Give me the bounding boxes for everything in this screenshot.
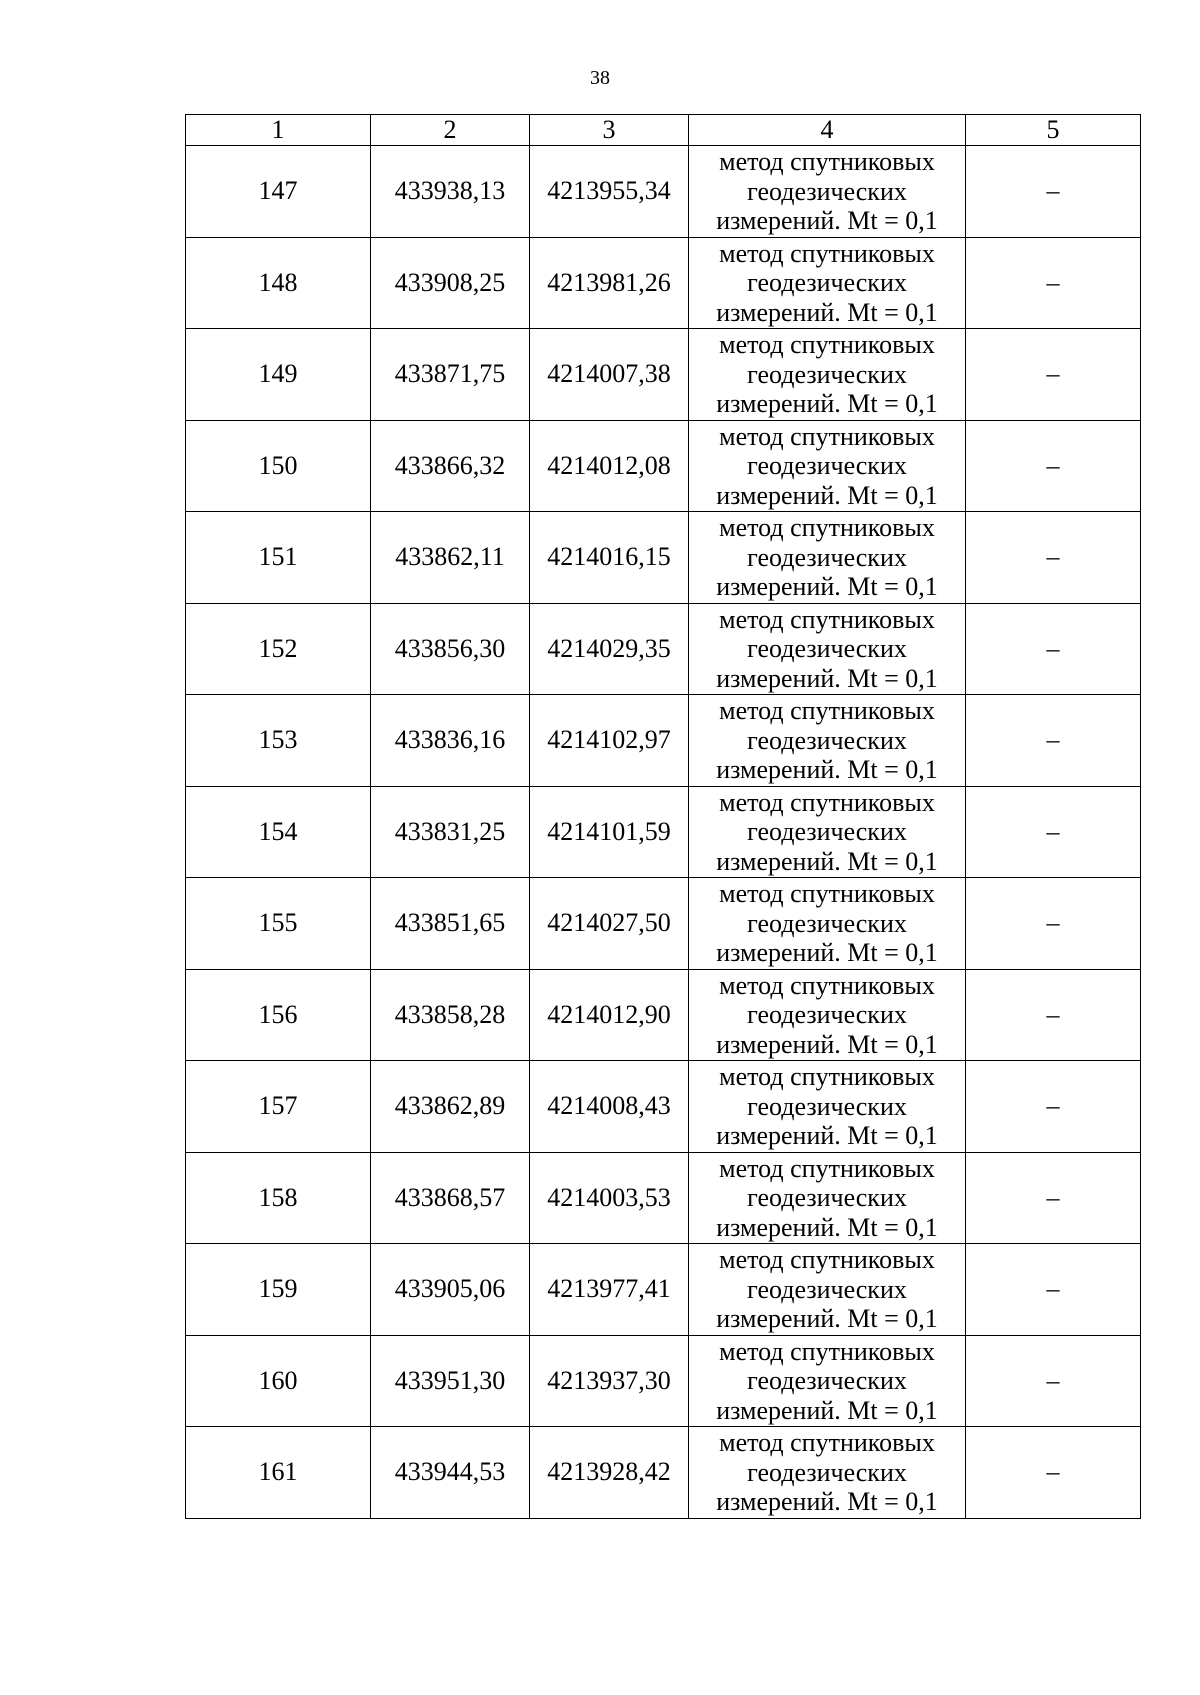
- coordinate-x: 433862,11: [371, 512, 530, 604]
- note-cell: –: [966, 512, 1141, 604]
- method-line: метод спутниковых: [719, 1336, 935, 1366]
- table-row: [186, 1335, 1141, 1427]
- method-line: геодезических: [747, 451, 907, 480]
- method-line: измерений. Mt = 0,1: [716, 572, 938, 601]
- coordinate-x: 433944,53: [371, 1427, 530, 1519]
- table-body: [186, 146, 1141, 1519]
- note-cell: –: [966, 786, 1141, 878]
- coordinate-x: 433938,13: [371, 146, 530, 238]
- point-number: 147: [186, 146, 371, 238]
- coordinate-x: 433831,25: [371, 786, 530, 878]
- table-row: [186, 237, 1141, 329]
- coordinate-x: 433836,16: [371, 695, 530, 787]
- coordinate-x: 433856,30: [371, 603, 530, 695]
- point-number: 149: [186, 329, 371, 421]
- table-row: [186, 878, 1141, 970]
- method-line: метод спутниковых: [719, 604, 935, 634]
- coordinate-x: 433871,75: [371, 329, 530, 421]
- coordinate-y: 4214027,50: [530, 878, 689, 970]
- point-number: 154: [186, 786, 371, 878]
- method-line: метод спутниковых: [719, 238, 935, 268]
- method-line: геодезических: [747, 176, 907, 206]
- point-number: 159: [186, 1244, 371, 1336]
- method-line: метод спутниковых: [719, 421, 935, 451]
- method-cell: [689, 786, 966, 878]
- method-line: метод спутниковых: [719, 147, 935, 176]
- column-header-4: 4: [689, 115, 966, 146]
- note-cell: –: [966, 1152, 1141, 1244]
- method-line: измерений. Mt = 0,1: [716, 938, 938, 967]
- method-line: измерений. Mt = 0,1: [716, 1029, 938, 1059]
- coordinate-x: 433868,57: [371, 1152, 530, 1244]
- table-row: [186, 603, 1141, 695]
- method-line: измерений. Mt = 0,1: [716, 1304, 938, 1333]
- note-cell: –: [966, 146, 1141, 238]
- method-line: метод спутниковых: [719, 879, 935, 908]
- method-cell: [689, 1152, 966, 1244]
- method-cell: [689, 329, 966, 421]
- coordinate-y: 4214008,43: [530, 1061, 689, 1153]
- note-cell: –: [966, 695, 1141, 787]
- coordinate-y: 4213977,41: [530, 1244, 689, 1336]
- method-line: геодезических: [747, 268, 907, 297]
- method-line: измерений. Mt = 0,1: [716, 1121, 938, 1150]
- method-cell: [689, 237, 966, 329]
- method-cell: [689, 969, 966, 1061]
- point-number: 153: [186, 695, 371, 787]
- note-cell: –: [966, 1244, 1141, 1336]
- method-line: измерений. Mt = 0,1: [716, 755, 938, 784]
- point-number: 156: [186, 969, 371, 1061]
- coordinate-y: 4214012,90: [530, 969, 689, 1061]
- method-line: измерений. Mt = 0,1: [716, 1487, 938, 1516]
- point-number: 152: [186, 603, 371, 695]
- note-cell: –: [966, 1335, 1141, 1427]
- coordinate-y: 4214003,53: [530, 1152, 689, 1244]
- note-cell: –: [966, 1061, 1141, 1153]
- coordinate-x: 433908,25: [371, 237, 530, 329]
- point-number: 161: [186, 1427, 371, 1519]
- method-line: измерений. Mt = 0,1: [716, 1395, 938, 1425]
- method-line: геодезических: [747, 817, 907, 846]
- coordinate-y: 4213955,34: [530, 146, 689, 238]
- method-line: геодезических: [747, 1000, 907, 1029]
- table-row: [186, 786, 1141, 878]
- method-cell: [689, 512, 966, 604]
- method-line: метод спутниковых: [719, 696, 935, 725]
- method-line: геодезических: [747, 359, 907, 389]
- note-cell: –: [966, 329, 1141, 421]
- column-header-5: 5: [966, 115, 1141, 146]
- method-cell: [689, 878, 966, 970]
- header-row: [186, 115, 1141, 146]
- table-row: [186, 1061, 1141, 1153]
- table-row: [186, 1152, 1141, 1244]
- method-line: геодезических: [747, 1274, 907, 1304]
- method-line: измерений. Mt = 0,1: [716, 297, 938, 327]
- coordinate-y: 4214101,59: [530, 786, 689, 878]
- table-row: [186, 146, 1141, 238]
- method-line: геодезических: [747, 908, 907, 938]
- coordinate-x: 433951,30: [371, 1335, 530, 1427]
- method-line: геодезических: [747, 1183, 907, 1212]
- method-line: метод спутниковых: [719, 1245, 935, 1274]
- table-row: [186, 329, 1141, 421]
- point-number: 160: [186, 1335, 371, 1427]
- table-row: [186, 512, 1141, 604]
- column-header-3: 3: [530, 115, 689, 146]
- coordinate-y: 4214007,38: [530, 329, 689, 421]
- method-cell: [689, 1335, 966, 1427]
- method-cell: [689, 1061, 966, 1153]
- method-line: измерений. Mt = 0,1: [716, 206, 938, 235]
- method-cell: [689, 1427, 966, 1519]
- column-header-1: 1: [186, 115, 371, 146]
- note-cell: –: [966, 420, 1141, 512]
- method-line: метод спутниковых: [719, 1153, 935, 1183]
- method-line: метод спутниковых: [719, 330, 935, 359]
- coordinate-y: 4213981,26: [530, 237, 689, 329]
- table-row: [186, 1244, 1141, 1336]
- method-line: метод спутниковых: [719, 1428, 935, 1457]
- point-number: 148: [186, 237, 371, 329]
- method-cell: [689, 603, 966, 695]
- page-number: 38: [590, 67, 610, 89]
- coordinate-y: 4214102,97: [530, 695, 689, 787]
- point-number: 155: [186, 878, 371, 970]
- note-cell: –: [966, 237, 1141, 329]
- method-cell: [689, 420, 966, 512]
- table-row: [186, 695, 1141, 787]
- coordinate-y: 4213928,42: [530, 1427, 689, 1519]
- coordinates-table: [185, 114, 1141, 1519]
- coordinate-y: 4214012,08: [530, 420, 689, 512]
- table-row: [186, 1427, 1141, 1519]
- point-number: 150: [186, 420, 371, 512]
- point-number: 151: [186, 512, 371, 604]
- point-number: 157: [186, 1061, 371, 1153]
- method-line: геодезических: [747, 1366, 907, 1395]
- method-line: измерений. Mt = 0,1: [716, 389, 938, 418]
- method-cell: [689, 1244, 966, 1336]
- method-line: геодезических: [747, 1457, 907, 1487]
- coordinate-x: 433862,89: [371, 1061, 530, 1153]
- coordinate-y: 4214029,35: [530, 603, 689, 695]
- method-line: измерений. Mt = 0,1: [716, 663, 938, 693]
- table-header: [186, 115, 1141, 146]
- table-row: [186, 420, 1141, 512]
- method-line: измерений. Mt = 0,1: [716, 480, 938, 510]
- method-line: метод спутниковых: [719, 1062, 935, 1091]
- coordinate-x: 433905,06: [371, 1244, 530, 1336]
- coordinate-x: 433851,65: [371, 878, 530, 970]
- method-line: метод спутниковых: [719, 787, 935, 817]
- point-number: 158: [186, 1152, 371, 1244]
- method-line: геодезических: [747, 725, 907, 755]
- coordinate-y: 4213937,30: [530, 1335, 689, 1427]
- method-cell: [689, 146, 966, 238]
- coordinate-x: 433866,32: [371, 420, 530, 512]
- column-header-2: 2: [371, 115, 530, 146]
- method-line: метод спутниковых: [719, 513, 935, 542]
- method-line: геодезических: [747, 634, 907, 663]
- coordinate-x: 433858,28: [371, 969, 530, 1061]
- coordinate-y: 4214016,15: [530, 512, 689, 604]
- table-row: [186, 969, 1141, 1061]
- method-cell: [689, 695, 966, 787]
- method-line: геодезических: [747, 542, 907, 572]
- method-line: измерений. Mt = 0,1: [716, 846, 938, 876]
- note-cell: –: [966, 969, 1141, 1061]
- note-cell: –: [966, 878, 1141, 970]
- note-cell: –: [966, 1427, 1141, 1519]
- method-line: метод спутниковых: [719, 970, 935, 1000]
- method-line: геодезических: [747, 1091, 907, 1121]
- note-cell: –: [966, 603, 1141, 695]
- method-line: измерений. Mt = 0,1: [716, 1212, 938, 1242]
